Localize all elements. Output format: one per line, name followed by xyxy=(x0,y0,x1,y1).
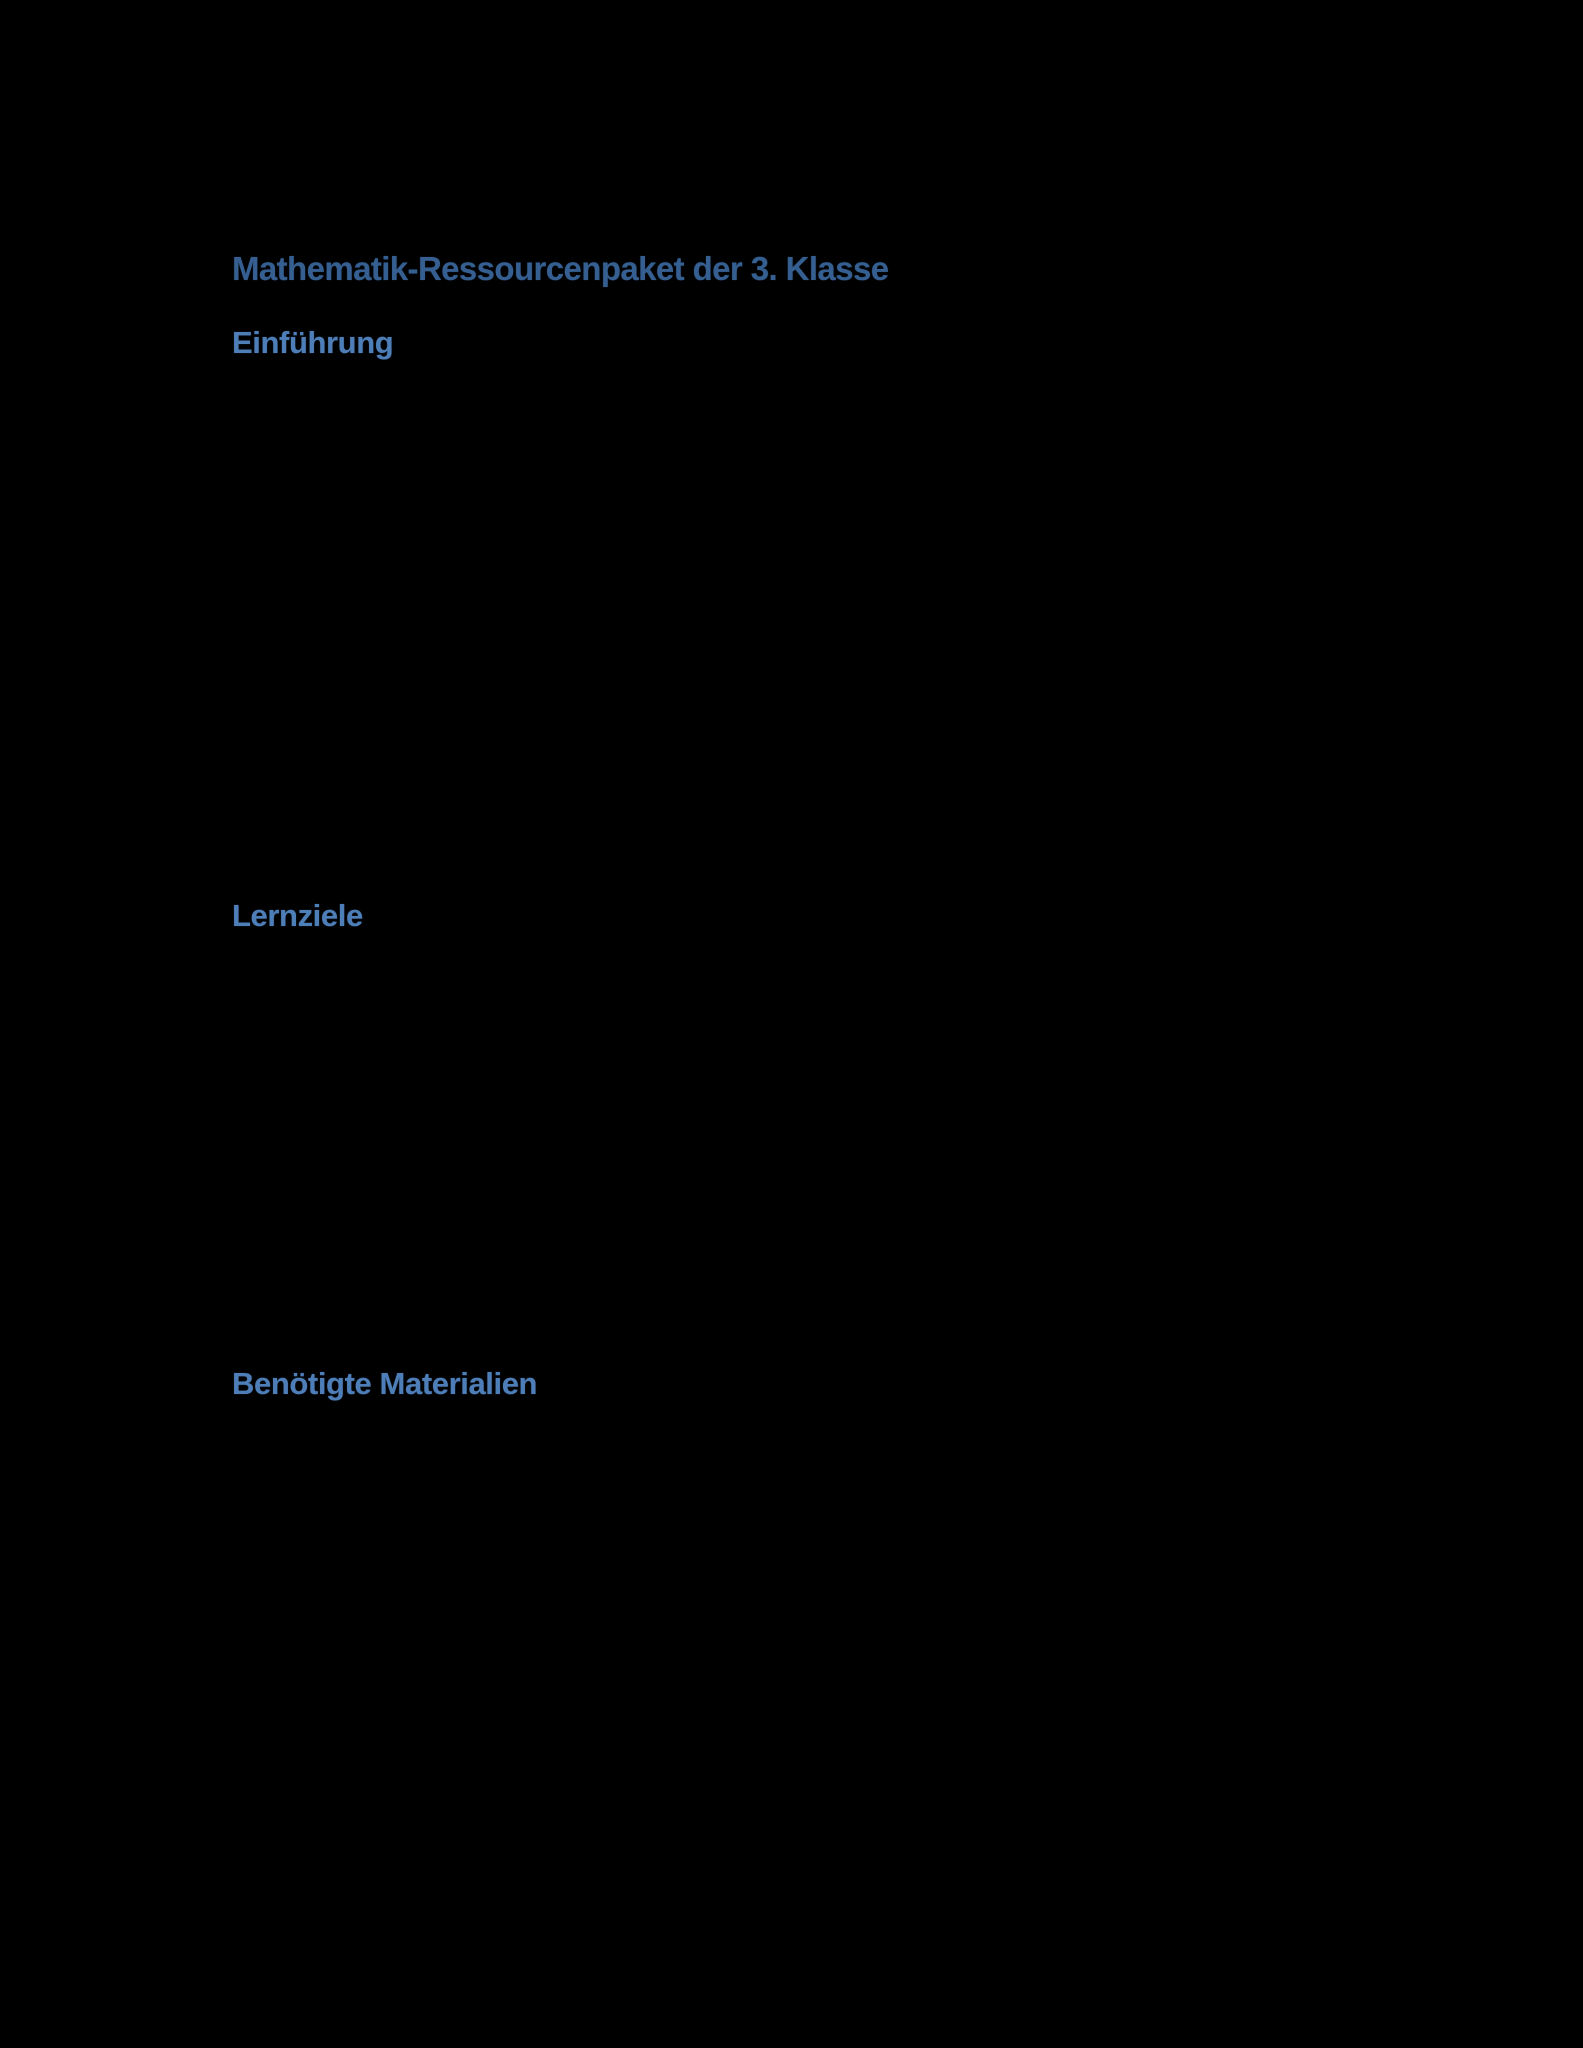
heading-materialien: Benötigte Materialien xyxy=(232,1366,538,1401)
heading-einfuehrung: Einführung xyxy=(232,325,394,360)
document-title: Mathematik-Ressourcenpaket der 3. Klasse xyxy=(232,250,889,287)
heading-lernziele: Lernziele xyxy=(232,898,363,933)
